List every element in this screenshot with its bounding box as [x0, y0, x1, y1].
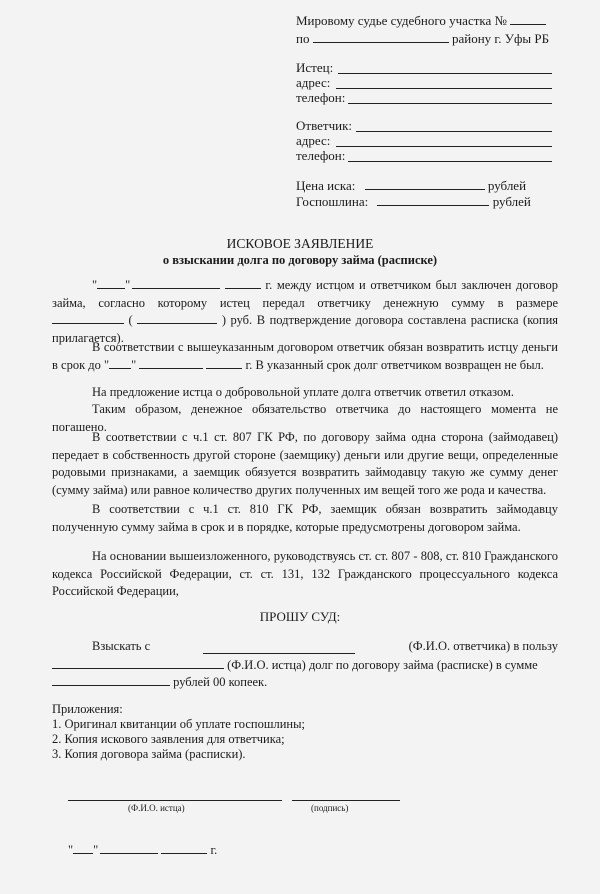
name-caption: (Ф.И.О. истца) — [128, 803, 185, 813]
defendant-line — [356, 131, 552, 132]
defendant-phone-label: телефон: — [296, 148, 346, 163]
defendant-address-label: адрес: — [296, 133, 331, 148]
document-title: ИСКОВОЕ ЗАЯВЛЕНИЕ — [226, 236, 374, 251]
attachment-item-2: 2. Копия искового заявления для ответчика; — [52, 732, 285, 746]
district-line: по району г. Уфы РБ — [296, 31, 550, 46]
request-line-2: (Ф.И.О. истца) долг по договору займа (расписке) в сумме — [52, 656, 538, 673]
attachment-item-1: 1. Оригинал квитанции об уплате госпошлины; — [52, 717, 305, 731]
plaintiff-phone-label: телефон: — [296, 90, 346, 105]
document-subtitle: о взыскании долга по договору займа (расписке) — [162, 253, 438, 267]
defendant-label: Ответчик: — [296, 118, 353, 133]
fee-line: Госпошлина: рублей — [296, 194, 531, 209]
plaintiff-line — [338, 73, 552, 74]
paragraph-7: На основании вышеизложенного, руководствуясь ст. ст. 807 - 808, ст. 810 Гражданского кодекса Российской Федерации, ст. ст. 131, 132 Гражданского процессуального кодекса Российской Федерации, — [52, 549, 558, 598]
attachment-item-3: 3. Копия договора займа (расписки). — [52, 747, 246, 761]
signature-line — [292, 800, 400, 801]
plaintiff-address-line — [336, 88, 552, 89]
attachments-heading: Приложения: — [52, 702, 123, 716]
date-line: " " г. — [68, 843, 218, 857]
judge-line: Мировому судье судебного участка № — [296, 12, 546, 29]
signature-caption: (подпись) — [311, 803, 349, 813]
paragraph-2: В соответствии с вышеуказанным договором ответчик обязан возвратить истцу деньги в срок до " " г. В указанный срок долг ответчиком возвращен не был. — [52, 340, 558, 372]
defendant-address-line — [336, 146, 552, 147]
claim-price-line: Цена иска: рублей — [296, 178, 527, 193]
paragraph-6: В соответствии с ч.1 ст. 810 ГК РФ, заемщик обязан возвратить займодавцу полученную сумму займа в срок и в порядке, которые предусмотрены договором займа. — [52, 502, 558, 534]
paragraph-4: Таким образом, денежное обязательство ответчика до настоящего момента не погашено. — [52, 402, 558, 434]
request-line-1: Взыскать с (Ф.И.О. ответчика) в пользу — [92, 639, 558, 653]
plaintiff-phone-line — [348, 103, 552, 104]
paragraph-1: " " г. между истцом и ответчиком был заключен договор займа, согласно которому истец передал ответчику денежную сумму в размере ( ) руб. В подтверждение договора составлена расписка (копия прилагается). — [52, 278, 559, 345]
name-line — [68, 800, 282, 801]
plaintiff-address-label: адрес: — [296, 75, 331, 90]
request-line-3: рублей 00 копеек. — [52, 673, 267, 690]
paragraph-5: В соответствии с ч.1 ст. 807 ГК РФ, по договору займа одна сторона (займодавец) передает в собственность другой стороне (заемщику) деньги или другие вещи, определенные родовыми признаками, а заемщик обязуется возвратить займодавцу такую же сумму денег (сумму займа) или равное количество других полученных им вещей того же рода и качества. — [52, 430, 558, 497]
plaintiff-label: Истец: — [296, 60, 334, 75]
request-heading: ПРОШУ СУД: — [259, 609, 341, 624]
defendant-phone-line — [348, 161, 552, 162]
paragraph-3: На предложение истца о добровольной уплате долга ответчик ответил отказом. — [92, 385, 515, 399]
